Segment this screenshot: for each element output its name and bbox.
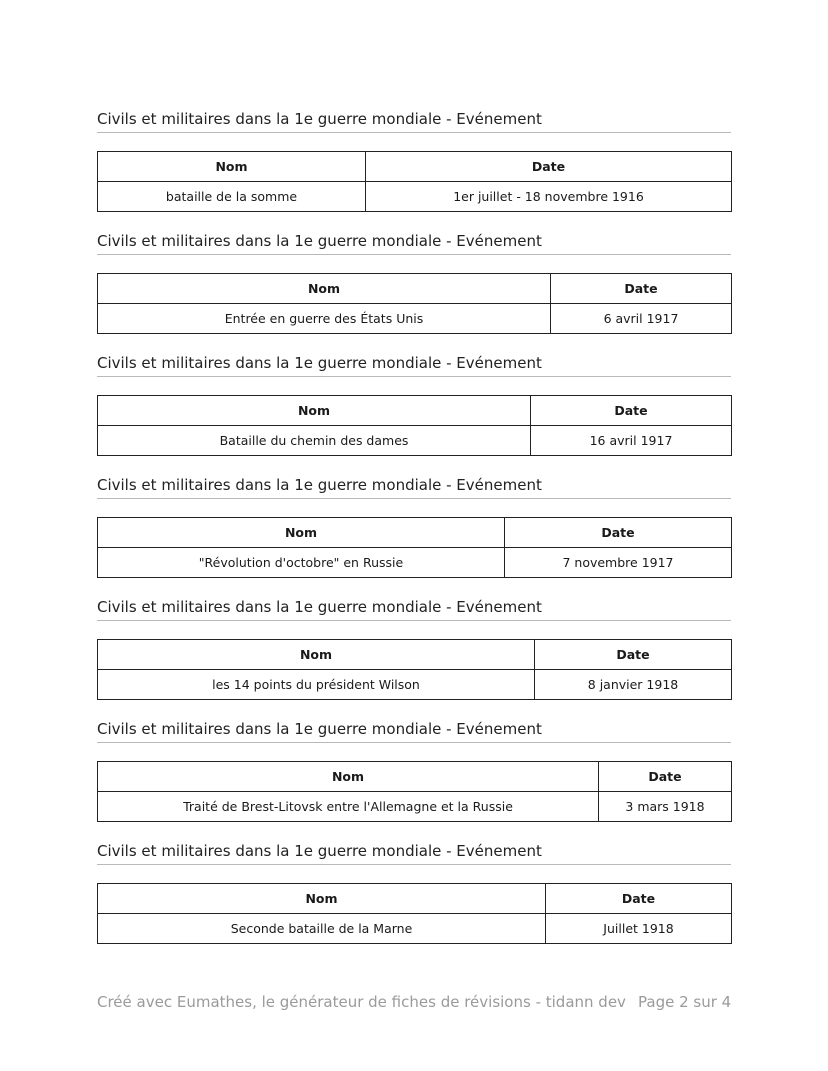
event-table bbox=[97, 761, 732, 822]
table-header-row bbox=[98, 640, 732, 670]
header-date: Date bbox=[531, 396, 732, 426]
cell-date: 3 mars 1918 bbox=[599, 792, 732, 822]
header-nom: Nom bbox=[98, 518, 505, 548]
cell-date: 1er juillet - 18 novembre 1916 bbox=[366, 182, 732, 212]
table-header-row bbox=[98, 274, 732, 304]
table-header-row bbox=[98, 518, 732, 548]
section-title: Civils et militaires dans la 1e guerre mondiale - Evénement bbox=[97, 842, 542, 860]
cell-nom: les 14 points du président Wilson bbox=[98, 670, 535, 700]
table-header-row bbox=[98, 884, 732, 914]
page-number: Page 2 sur 4 bbox=[638, 993, 732, 1011]
event-table bbox=[97, 151, 732, 212]
section-title: Civils et militaires dans la 1e guerre mondiale - Evénement bbox=[97, 232, 542, 250]
cell-date: 8 janvier 1918 bbox=[535, 670, 732, 700]
table-header-row bbox=[98, 762, 732, 792]
header-nom: Nom bbox=[98, 274, 551, 304]
section-divider bbox=[97, 742, 731, 743]
header-nom: Nom bbox=[98, 396, 531, 426]
header-date: Date bbox=[366, 152, 732, 182]
header-nom: Nom bbox=[98, 640, 535, 670]
table-row bbox=[98, 426, 732, 456]
header-nom: Nom bbox=[98, 884, 546, 914]
event-table bbox=[97, 517, 732, 578]
event-table bbox=[97, 273, 732, 334]
header-date: Date bbox=[505, 518, 732, 548]
table-row bbox=[98, 182, 732, 212]
cell-date: 16 avril 1917 bbox=[531, 426, 732, 456]
cell-date: Juillet 1918 bbox=[546, 914, 732, 944]
event-table bbox=[97, 883, 732, 944]
header-nom: Nom bbox=[98, 762, 599, 792]
section-divider bbox=[97, 498, 731, 499]
cell-nom: bataille de la somme bbox=[98, 182, 366, 212]
header-date: Date bbox=[546, 884, 732, 914]
table-row bbox=[98, 670, 732, 700]
cell-nom: Seconde bataille de la Marne bbox=[98, 914, 546, 944]
section-title: Civils et militaires dans la 1e guerre mondiale - Evénement bbox=[97, 110, 542, 128]
cell-nom: Bataille du chemin des dames bbox=[98, 426, 531, 456]
section-divider bbox=[97, 620, 731, 621]
table-header-row bbox=[98, 152, 732, 182]
event-table bbox=[97, 639, 732, 700]
table-row bbox=[98, 548, 732, 578]
section-title: Civils et militaires dans la 1e guerre mondiale - Evénement bbox=[97, 354, 542, 372]
section-divider bbox=[97, 376, 731, 377]
section-title: Civils et militaires dans la 1e guerre mondiale - Evénement bbox=[97, 476, 542, 494]
header-nom: Nom bbox=[98, 152, 366, 182]
header-date: Date bbox=[551, 274, 732, 304]
footer-credit: Créé avec Eumathes, le générateur de fiches de révisions - tidann dev bbox=[97, 993, 626, 1011]
section-title: Civils et militaires dans la 1e guerre mondiale - Evénement bbox=[97, 598, 542, 616]
event-table bbox=[97, 395, 732, 456]
table-row bbox=[98, 914, 732, 944]
table-header-row bbox=[98, 396, 732, 426]
section-title: Civils et militaires dans la 1e guerre mondiale - Evénement bbox=[97, 720, 542, 738]
section-divider bbox=[97, 254, 731, 255]
section-divider bbox=[97, 864, 731, 865]
table-row bbox=[98, 792, 732, 822]
section-divider bbox=[97, 132, 731, 133]
header-date: Date bbox=[599, 762, 732, 792]
table-row bbox=[98, 304, 732, 334]
cell-nom: "Révolution d'octobre" en Russie bbox=[98, 548, 505, 578]
header-date: Date bbox=[535, 640, 732, 670]
cell-nom: Entrée en guerre des États Unis bbox=[98, 304, 551, 334]
cell-date: 6 avril 1917 bbox=[551, 304, 732, 334]
cell-nom: Traité de Brest-Litovsk entre l'Allemagne et la Russie bbox=[98, 792, 599, 822]
cell-date: 7 novembre 1917 bbox=[505, 548, 732, 578]
